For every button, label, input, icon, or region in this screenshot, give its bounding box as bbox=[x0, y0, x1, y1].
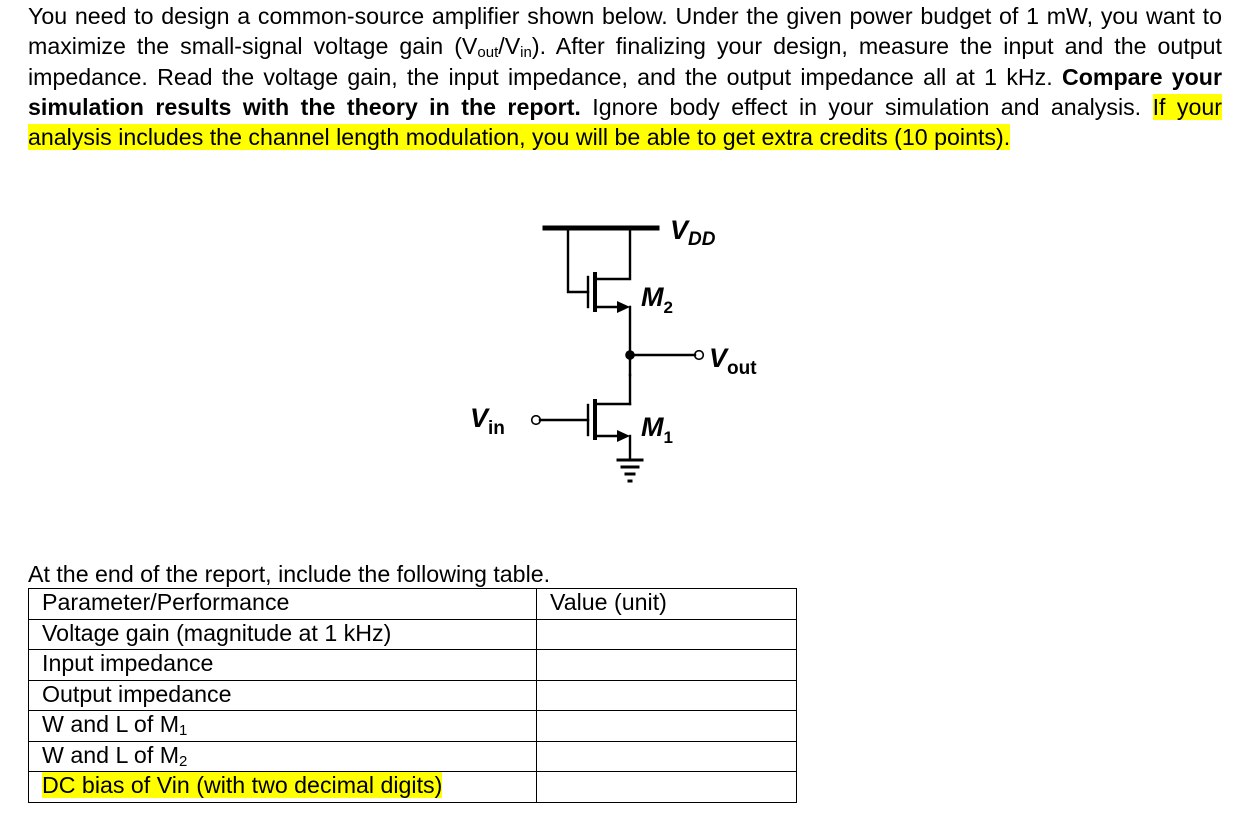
row-label: Output impedance bbox=[29, 680, 537, 711]
output-node bbox=[630, 351, 703, 360]
table-row bbox=[29, 741, 797, 772]
row-label: W and L of $M_1$ bbox=[29, 711, 537, 742]
vout-label: $V_{out}$ bbox=[709, 343, 757, 379]
table-row bbox=[29, 619, 797, 650]
table-row bbox=[29, 711, 797, 742]
row-value bbox=[537, 772, 797, 803]
results-table bbox=[28, 588, 797, 803]
m2-label: $M_2$ bbox=[641, 282, 673, 317]
m2-transistor bbox=[568, 228, 630, 375]
table-row bbox=[29, 772, 797, 803]
m1-source-arrow bbox=[617, 430, 630, 442]
row-value bbox=[537, 650, 797, 681]
header-parameter: Parameter/Performance bbox=[29, 589, 537, 620]
row-value bbox=[537, 680, 797, 711]
vin-label: $V_{in}$ bbox=[470, 403, 505, 439]
row-label bbox=[29, 772, 537, 803]
prompt-text-3: ). After finalizing your design, measure the input and the output impedance. Read the voltage gain, the input impedance, and the output impedance all at 1 kHz. bbox=[28, 33, 1222, 90]
table-row bbox=[29, 680, 797, 711]
row-value bbox=[537, 711, 797, 742]
header-value: Value (unit) bbox=[537, 589, 797, 620]
common-source-schematic bbox=[440, 195, 800, 515]
prompt-text-4: Ignore body effect in your simulation and analysis. bbox=[580, 93, 1153, 120]
row-value bbox=[537, 741, 797, 772]
input-node bbox=[532, 416, 588, 425]
ground-symbol bbox=[618, 460, 642, 481]
m2-source-arrow bbox=[617, 301, 630, 313]
m1-label: $M_1$ bbox=[641, 412, 673, 447]
output-node-dot bbox=[625, 350, 635, 360]
row-label: Input impedance bbox=[29, 650, 537, 681]
table-header-row bbox=[29, 589, 797, 620]
table-intro-text: At the end of the report, include the following table. bbox=[28, 561, 551, 587]
table-row bbox=[29, 650, 797, 681]
row-label: W and L of $M_2$ bbox=[29, 741, 537, 772]
prompt-highlight-text: If your analysis includes the channel length modulation, you will be able to get extra credits (10 points). bbox=[28, 93, 1223, 151]
prompt-text-2: /V bbox=[498, 33, 521, 60]
prompt-sub-out: out bbox=[477, 44, 499, 62]
vdd-label: $V_{DD}$ bbox=[670, 215, 716, 250]
prompt-bold-text: Compare your simulation results with the theory in the report. bbox=[28, 63, 1222, 120]
row-label: Voltage gain (magnitude at 1 kHz) bbox=[29, 619, 537, 650]
prompt-sub-in: in bbox=[520, 44, 532, 62]
assignment-prompt bbox=[28, 1, 1222, 152]
row-value bbox=[537, 619, 797, 650]
prompt-text-1: You need to design a common-source amplifier shown below. Under the given power budget of 1 mW, you want to maximize the small-signal voltage gain (V bbox=[28, 3, 1222, 60]
highlighted-row-label: DC bias of Vin (with two decimal digits) bbox=[42, 772, 443, 798]
m1-transistor bbox=[588, 375, 630, 460]
